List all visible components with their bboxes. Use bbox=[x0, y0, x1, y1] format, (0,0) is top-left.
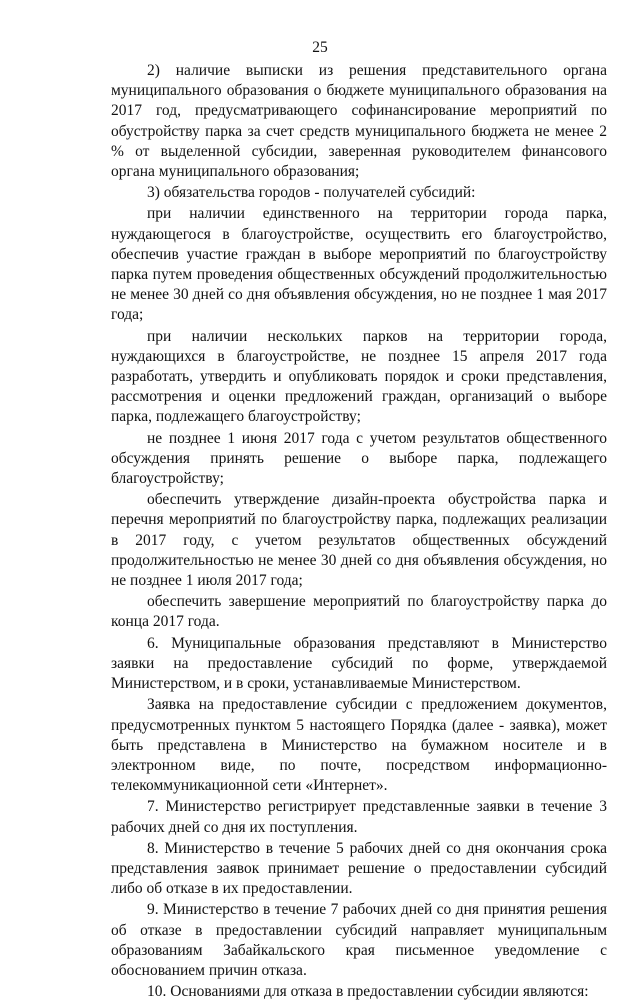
paragraph: при наличии нескольких парков на территории города, нуждающихся в благоустройстве, не позднее 15 апреля 2017 года разработать, утвердить и опубликовать порядок и сроки представления, рассмотрения и оценки предложений граждан, организаций о выборе парка, подлежащего благоустройству; bbox=[111, 327, 607, 426]
paragraph: обеспечить завершение мероприятий по благоустройству парка до конца 2017 года. bbox=[111, 593, 607, 631]
paragraph: 2) наличие выписки из решения представительного органа муниципального образования о бюджете муниципального образования на 2017 год, предусматривающего софинансирование мероприятий по обустройству парка за счет средств муниципального бюджета не менее 2 % от выделенной субсидии, заверенная руководителем финансового органа муниципального образования; bbox=[111, 62, 607, 181]
paragraph: 3) обязательства городов - получателей субсидий: bbox=[147, 184, 476, 202]
paragraph: обеспечить утверждение дизайн-проекта обустройства парка и перечня мероприятий по благоустройству парка, подлежащих реализации в 2017 году, с учетом результатов общественных обсуждений продолжительностью не менее 30 дней со дня объявления обсуждения, но не позднее 1 июля 2017 года; bbox=[111, 491, 607, 590]
paragraph: 10. Основаниями для отказа в предоставлении субсидии являются: bbox=[147, 983, 589, 1001]
page-number: 25 bbox=[312, 39, 328, 56]
paragraph: 7. Министерство регистрирует представленные заявки в течение 3 рабочих дней со дня их поступления. bbox=[111, 798, 607, 836]
paragraph: не позднее 1 июня 2017 года с учетом результатов общественного обсуждения принять решение о выборе парка, подлежащего благоустройству; bbox=[111, 429, 607, 488]
paragraph: 8. Министерство в течение 5 рабочих дней со дня окончания срока представления заявок принимает решение о предоставлении субсидий либо об отказе в их предоставлении. bbox=[111, 839, 607, 898]
paragraph: 6. Муниципальные образования представляют в Министерство заявки на предоставление субсидий по форме, утверждаемой Министерством, и в сроки, устанавливаемые Министерством. bbox=[111, 634, 607, 693]
paragraph: Заявка на предоставление субсидии с предложением документов, предусмотренных пунктом 5 настоящего Порядка (далее - заявка), может быть представлена в Министерство на бумажном носителе и в электронном виде, по почте, посредством информационно-телекоммуникационной сети «Интернет». bbox=[111, 696, 607, 795]
paragraph: 9. Министерство в течение 7 рабочих дней со дня принятия решения об отказе в предоставлении субсидий направляет муниципальным образованиям Забайкальского края письменное уведомление с обоснованием причин отказа. bbox=[111, 901, 607, 979]
document-body bbox=[111, 61, 607, 1003]
paragraph: при наличии единственного на территории города парка, нуждающегося в благоустройстве, осуществить его благоустройство, обеспечив участие граждан в выборе мероприятий по благоустройству парка путем проведения общественных обсуждений продолжительностью не менее 30 дней со дня объявления обсуждения, но не позднее 1 мая 2017 года; bbox=[111, 205, 607, 324]
